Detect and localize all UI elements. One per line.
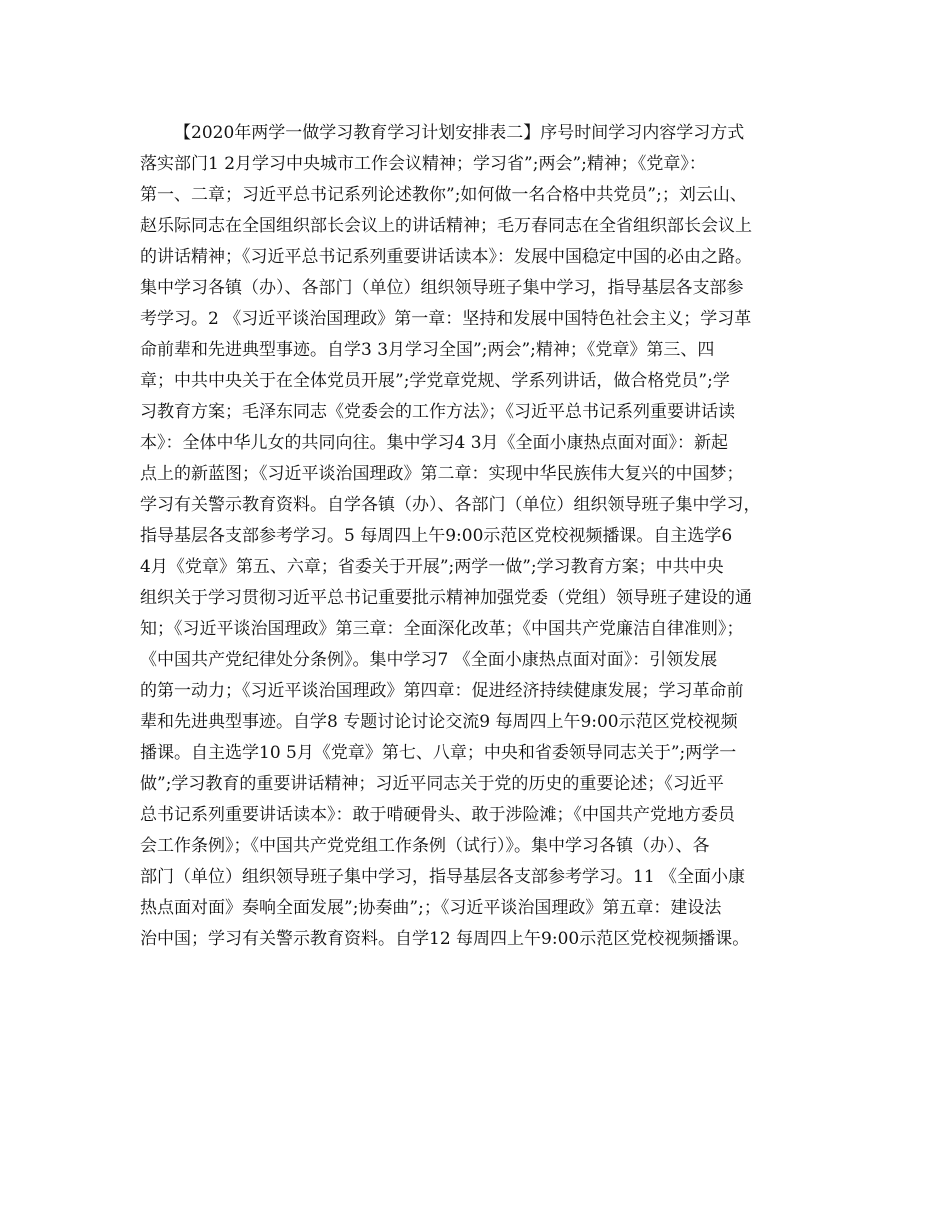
text-line: 第一、二章；习近平总书记系列论述教你”;如何做一名合格中共党员”;；刘云山、 [140,185,747,205]
text-line: 点上的新蓝图；《习近平谈治国理政》第二章：实现中华民族伟大复兴的中国梦； [140,464,744,484]
text-line: 命前辈和先进典型事迹。自学3 3月学习全国”;两会”;精神；《党章》第三、四 [140,340,715,360]
text-line: 的第一动力；《习近平谈治国理政》第四章：促进经济持续健康发展；学习革命前 [140,681,744,701]
text-line: 集中学习各镇（办）、各部门（单位）组织领导班子集中学习，指导基层各支部参 [140,278,744,298]
text-line: 总书记系列重要讲话读本》：敢于啃硬骨头、敢于涉险滩；《中国共产党地方委员 [140,805,735,825]
text-line: 考学习。2 《习近平谈治国理政》第一章：坚持和发展中国特色社会主义；学习革 [140,309,752,329]
text-line: 部门（单位）组织领导班子集中学习，指导基层各支部参考学习。11 《全面小康 [140,867,746,887]
text-line: 的讲话精神；《习近平总书记系列重要讲话读本》：发展中国稳定中国的必由之路。 [140,247,752,267]
text-line: 组织关于学习贯彻习近平总书记重要批示精神加强党委（党组）领导班子建设的通 [140,588,752,608]
text-line: 做”;学习教育的重要讲话精神；习近平同志关于党的历史的重要论述；《习近平 [140,774,724,794]
text-line: 习教育方案；毛泽东同志《党委会的工作方法》；《习近平总书记系列重要讲话读 [140,402,735,422]
text-line: 章；中共中央关于在全体党员开展”;学党章党规、学系列讲话，做合格党员”;学 [140,371,730,391]
body-text [140,118,824,955]
text-line-title: 【2020年两学一做学习教育学习计划安排表二】序号时间学习内容学习方式 [174,123,745,143]
text-line: 播课。自主选学10 5月《党章》第七、八章；中央和省委领导同志关于”;两学一 [140,743,737,763]
text-line: 治中国；学习有关警示教育资料。自学12 每周四上午9:00示范区党校视频播课。 [140,929,750,949]
text-line: 落实部门1 2月学习中央城市工作会议精神；学习省”;两会”;精神；《党章》： [140,154,706,174]
text-line: 辈和先进典型事迹。自学8 专题讨论讨论交流9 每周四上午9:00示范区党校视频 [140,712,738,732]
text-line: 指导基层各支部参考学习。5 每周四上午9:00示范区党校视频播课。自主选学6 [140,526,733,546]
text-line: 学习有关警示教育资料。自学各镇（办）、各部门（单位）组织领导班子集中学习， [140,495,761,515]
text-line: 知；《习近平谈治国理政》第三章：全面深化改革；《中国共产党廉洁自律准则》； [140,619,744,639]
text-line: 赵乐际同志在全国组织部长会议上的讲话精神；毛万春同志在全省组织部长会议上 [140,216,752,236]
text-line: 4月《党章》第五、六章；省委关于开展”;两学一做”;学习教育方案；中共中央 [140,557,724,577]
text-line: 热点面对面》奏响全面发展”;协奏曲”;；《习近平谈治国理政》第五章：建设法 [140,898,722,918]
text-line: 《中国共产党纪律处分条例》。集中学习7 《全面小康热点面对面》：引领发展 [140,650,718,670]
text-line: 本》：全体中华儿女的共同向往。集中学习4 3月《全面小康热点面对面》：新起 [140,433,729,453]
text-line: 会工作条例》；《中国共产党党组工作条例（试行）》。集中学习各镇（办）、各 [140,836,710,856]
